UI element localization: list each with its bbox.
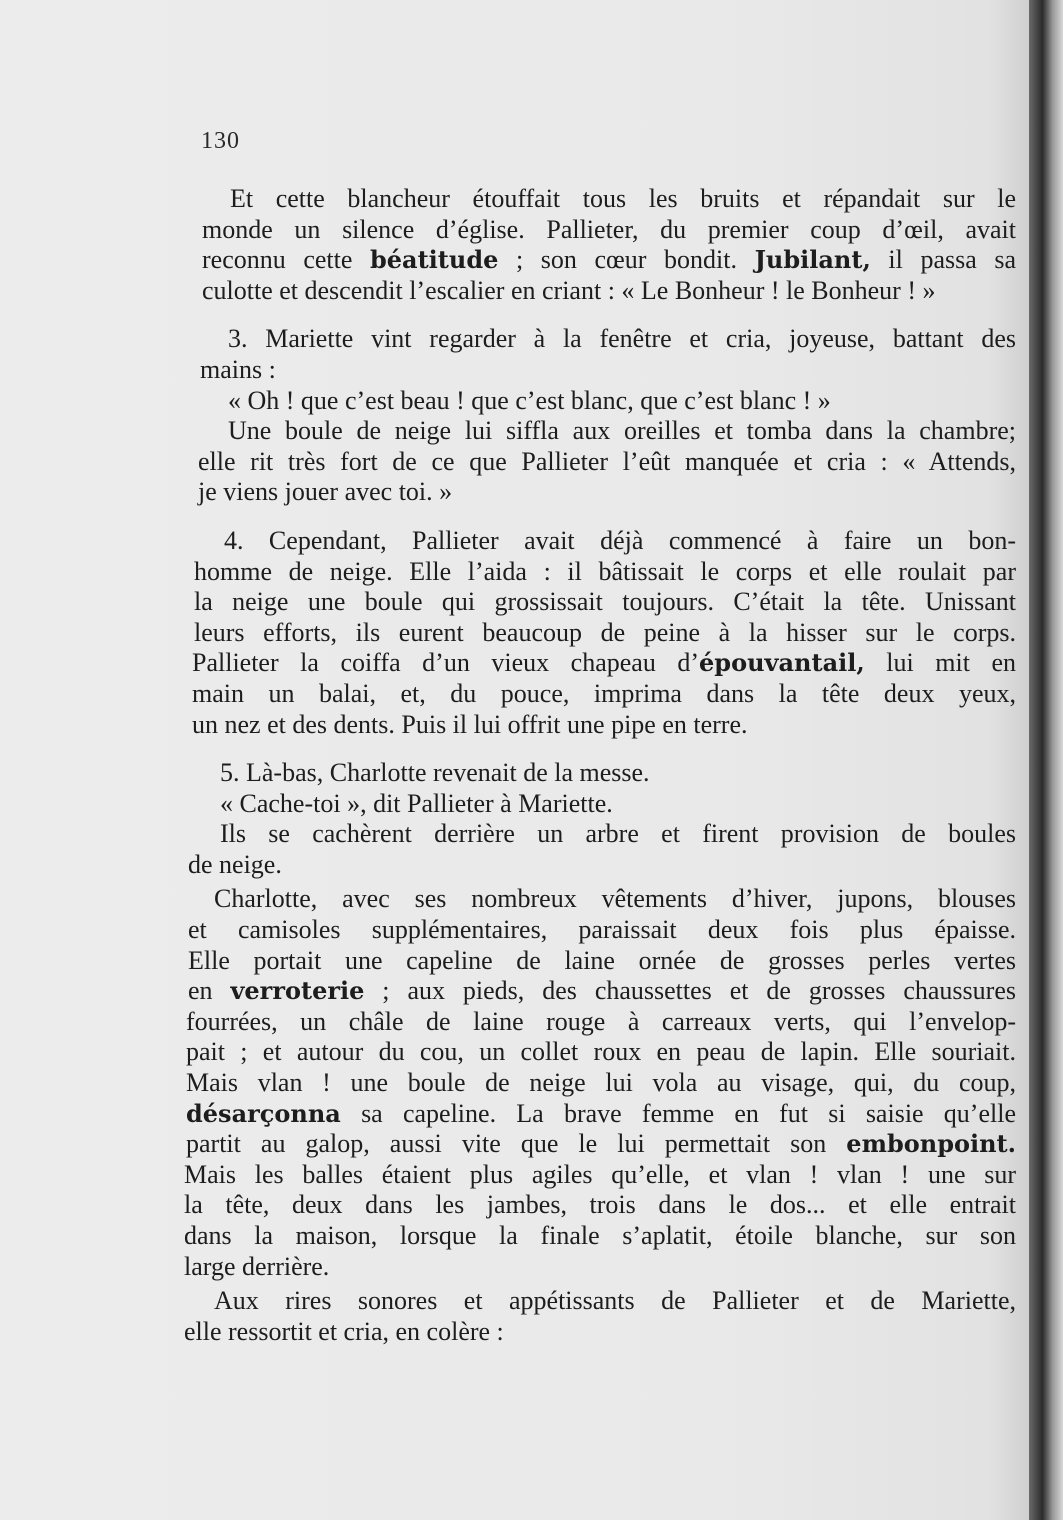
- text-line: [184, 355, 1016, 386]
- text-segment: en: [188, 976, 231, 1006]
- text-segment: main un balai, et, du pouce, imprima dans la tête deux yeux,: [192, 678, 1016, 708]
- page-edge-shadow: [1029, 0, 1063, 1520]
- text-line: [184, 1286, 1016, 1317]
- text-line: [184, 1190, 1016, 1221]
- text-line: [184, 1160, 1016, 1191]
- text-line: [184, 648, 1016, 679]
- text-line: [184, 1099, 1016, 1130]
- text-line: [184, 386, 1016, 417]
- text-line: [184, 526, 1016, 557]
- text-line: [184, 447, 1016, 478]
- bold-term: verroterie: [230, 976, 365, 1006]
- text-line: [184, 789, 1016, 820]
- text-segment: et camisoles supplémentaires, paraissait deux fois plus épaisse.: [188, 915, 1016, 945]
- text-segment: reconnu cette: [202, 245, 370, 275]
- page-number: 130: [201, 128, 240, 154]
- text-line: [184, 679, 1016, 710]
- text-line: [184, 710, 1016, 741]
- paragraph-gap: [184, 740, 1016, 758]
- text-line: [184, 276, 1016, 307]
- text-segment: Mais les balles étaient plus agiles qu’elle, et vlan ! vlan ! une sur: [184, 1159, 1016, 1189]
- bold-term: épouvantail,: [699, 648, 865, 678]
- text-line: [184, 1221, 1016, 1252]
- text-segment: 5. Là-bas, Charlotte revenait de la messe.: [220, 758, 650, 788]
- bold-term: béatitude: [369, 245, 499, 275]
- body-text: [184, 184, 1016, 1347]
- text-segment: ; son cœur bondit.: [498, 245, 755, 275]
- text-line: [184, 850, 1016, 881]
- text-line: [184, 1068, 1016, 1099]
- text-segment: la neige une boule qui grossissait toujours. C’était la tête. Unissant: [194, 587, 1016, 617]
- text-segment: Elle portait une capeline de laine ornée de grosses perles vertes: [188, 945, 1016, 975]
- text-segment: large derrière.: [184, 1251, 330, 1281]
- text-segment: Aux rires sonores et appétissants de Pallieter et de Mariette,: [214, 1286, 1016, 1316]
- text-segment: dans la maison, lorsque la finale s’aplatit, étoile blanche, sur son: [184, 1221, 1016, 1250]
- text-line: [184, 587, 1016, 618]
- text-line: [184, 618, 1016, 649]
- text-segment: pait ; et autour du cou, un collet roux en peau de lapin. Elle souriait.: [186, 1037, 1016, 1067]
- text-segment: partit au galop, aussi vite que le lui permettait son: [186, 1129, 847, 1159]
- text-segment: fourrées, un châle de laine rouge à carreaux verts, qui l’envelop-: [186, 1006, 1016, 1036]
- text-segment: la tête, deux dans les jambes, trois dans le dos... et elle entrait: [184, 1190, 1016, 1220]
- bold-term: désarçonna: [186, 1098, 341, 1128]
- text-segment: Pallieter la coiffa d’un vieux chapeau d’: [192, 648, 700, 678]
- text-segment: Une boule de neige lui siffla aux oreilles et tomba dans la chambre;: [228, 416, 1016, 446]
- text-segment: Ils se cachèrent derrière un arbre et firent provision de boules: [220, 819, 1016, 849]
- paragraph-gap: [184, 508, 1016, 526]
- text-segment: un nez et des dents. Puis il lui offrit une pipe en terre.: [192, 709, 748, 739]
- bold-term: Jubilant,: [754, 245, 871, 275]
- text-line: [184, 915, 1016, 946]
- text-segment: ; aux pieds, des chaussettes et de grosses chaussures: [364, 976, 1016, 1006]
- text-line: [184, 976, 1016, 1007]
- text-segment: « Cache-toi », dit Pallieter à Mariette.: [220, 788, 613, 818]
- text-segment: lui mit en: [864, 648, 1016, 678]
- text-line: [184, 184, 1016, 215]
- text-segment: 4. Cependant, Pallieter avait déjà commencé à faire un bon-: [224, 525, 1016, 555]
- text-line: [184, 1317, 1016, 1348]
- text-line: [184, 1252, 1016, 1283]
- text-line: [184, 477, 1016, 508]
- text-line: [184, 1007, 1016, 1038]
- text-line: [184, 758, 1016, 789]
- text-segment: Et cette blancheur étouffait tous les bruits et répandait sur le: [230, 184, 1016, 213]
- text-segment: de neige.: [188, 849, 282, 879]
- bold-term: embonpoint.: [846, 1129, 1016, 1159]
- text-segment: Mais vlan ! une boule de neige lui vola au visage, qui, du coup,: [186, 1068, 1016, 1098]
- text-segment: mains :: [200, 354, 276, 384]
- text-segment: sa capeline. La brave femme en fut si saisie qu’elle: [340, 1098, 1016, 1128]
- text-line: [184, 416, 1016, 447]
- text-line: [184, 946, 1016, 977]
- text-line: [184, 819, 1016, 850]
- text-line: [184, 324, 1016, 355]
- text-line: [184, 1129, 1016, 1160]
- text-segment: 3. Mariette vint regarder à la fenêtre et cria, joyeuse, battant des: [228, 324, 1016, 354]
- text-segment: culotte et descendit l’escalier en criant : « Le Bonheur ! le Bonheur ! »: [202, 275, 936, 305]
- text-segment: Charlotte, avec ses nombreux vêtements d’hiver, jupons, blouses: [214, 884, 1016, 914]
- text-segment: il passa sa: [870, 245, 1017, 275]
- text-segment: monde un silence d’église. Pallieter, du premier coup d’œil, avait: [202, 214, 1016, 244]
- text-line: [184, 1037, 1016, 1068]
- text-segment: elle rit très fort de ce que Pallieter l’eût manquée et cria : « Attends,: [198, 446, 1016, 476]
- text-segment: leurs efforts, ils eurent beaucoup de peine à la hisser sur le corps.: [194, 617, 1016, 647]
- text-segment: je viens jouer avec toi. »: [198, 477, 453, 507]
- text-segment: « Oh ! que c’est beau ! que c’est blanc, que c’est blanc ! »: [228, 385, 831, 415]
- text-segment: elle ressortit et cria, en colère :: [184, 1316, 504, 1346]
- text-line: [184, 557, 1016, 588]
- paragraph-gap: [184, 306, 1016, 324]
- text-line: [184, 884, 1016, 915]
- text-line: [184, 245, 1016, 276]
- text-segment: homme de neige. Elle l’aida : il bâtissait le corps et elle roulait par: [194, 556, 1016, 586]
- text-line: [184, 215, 1016, 246]
